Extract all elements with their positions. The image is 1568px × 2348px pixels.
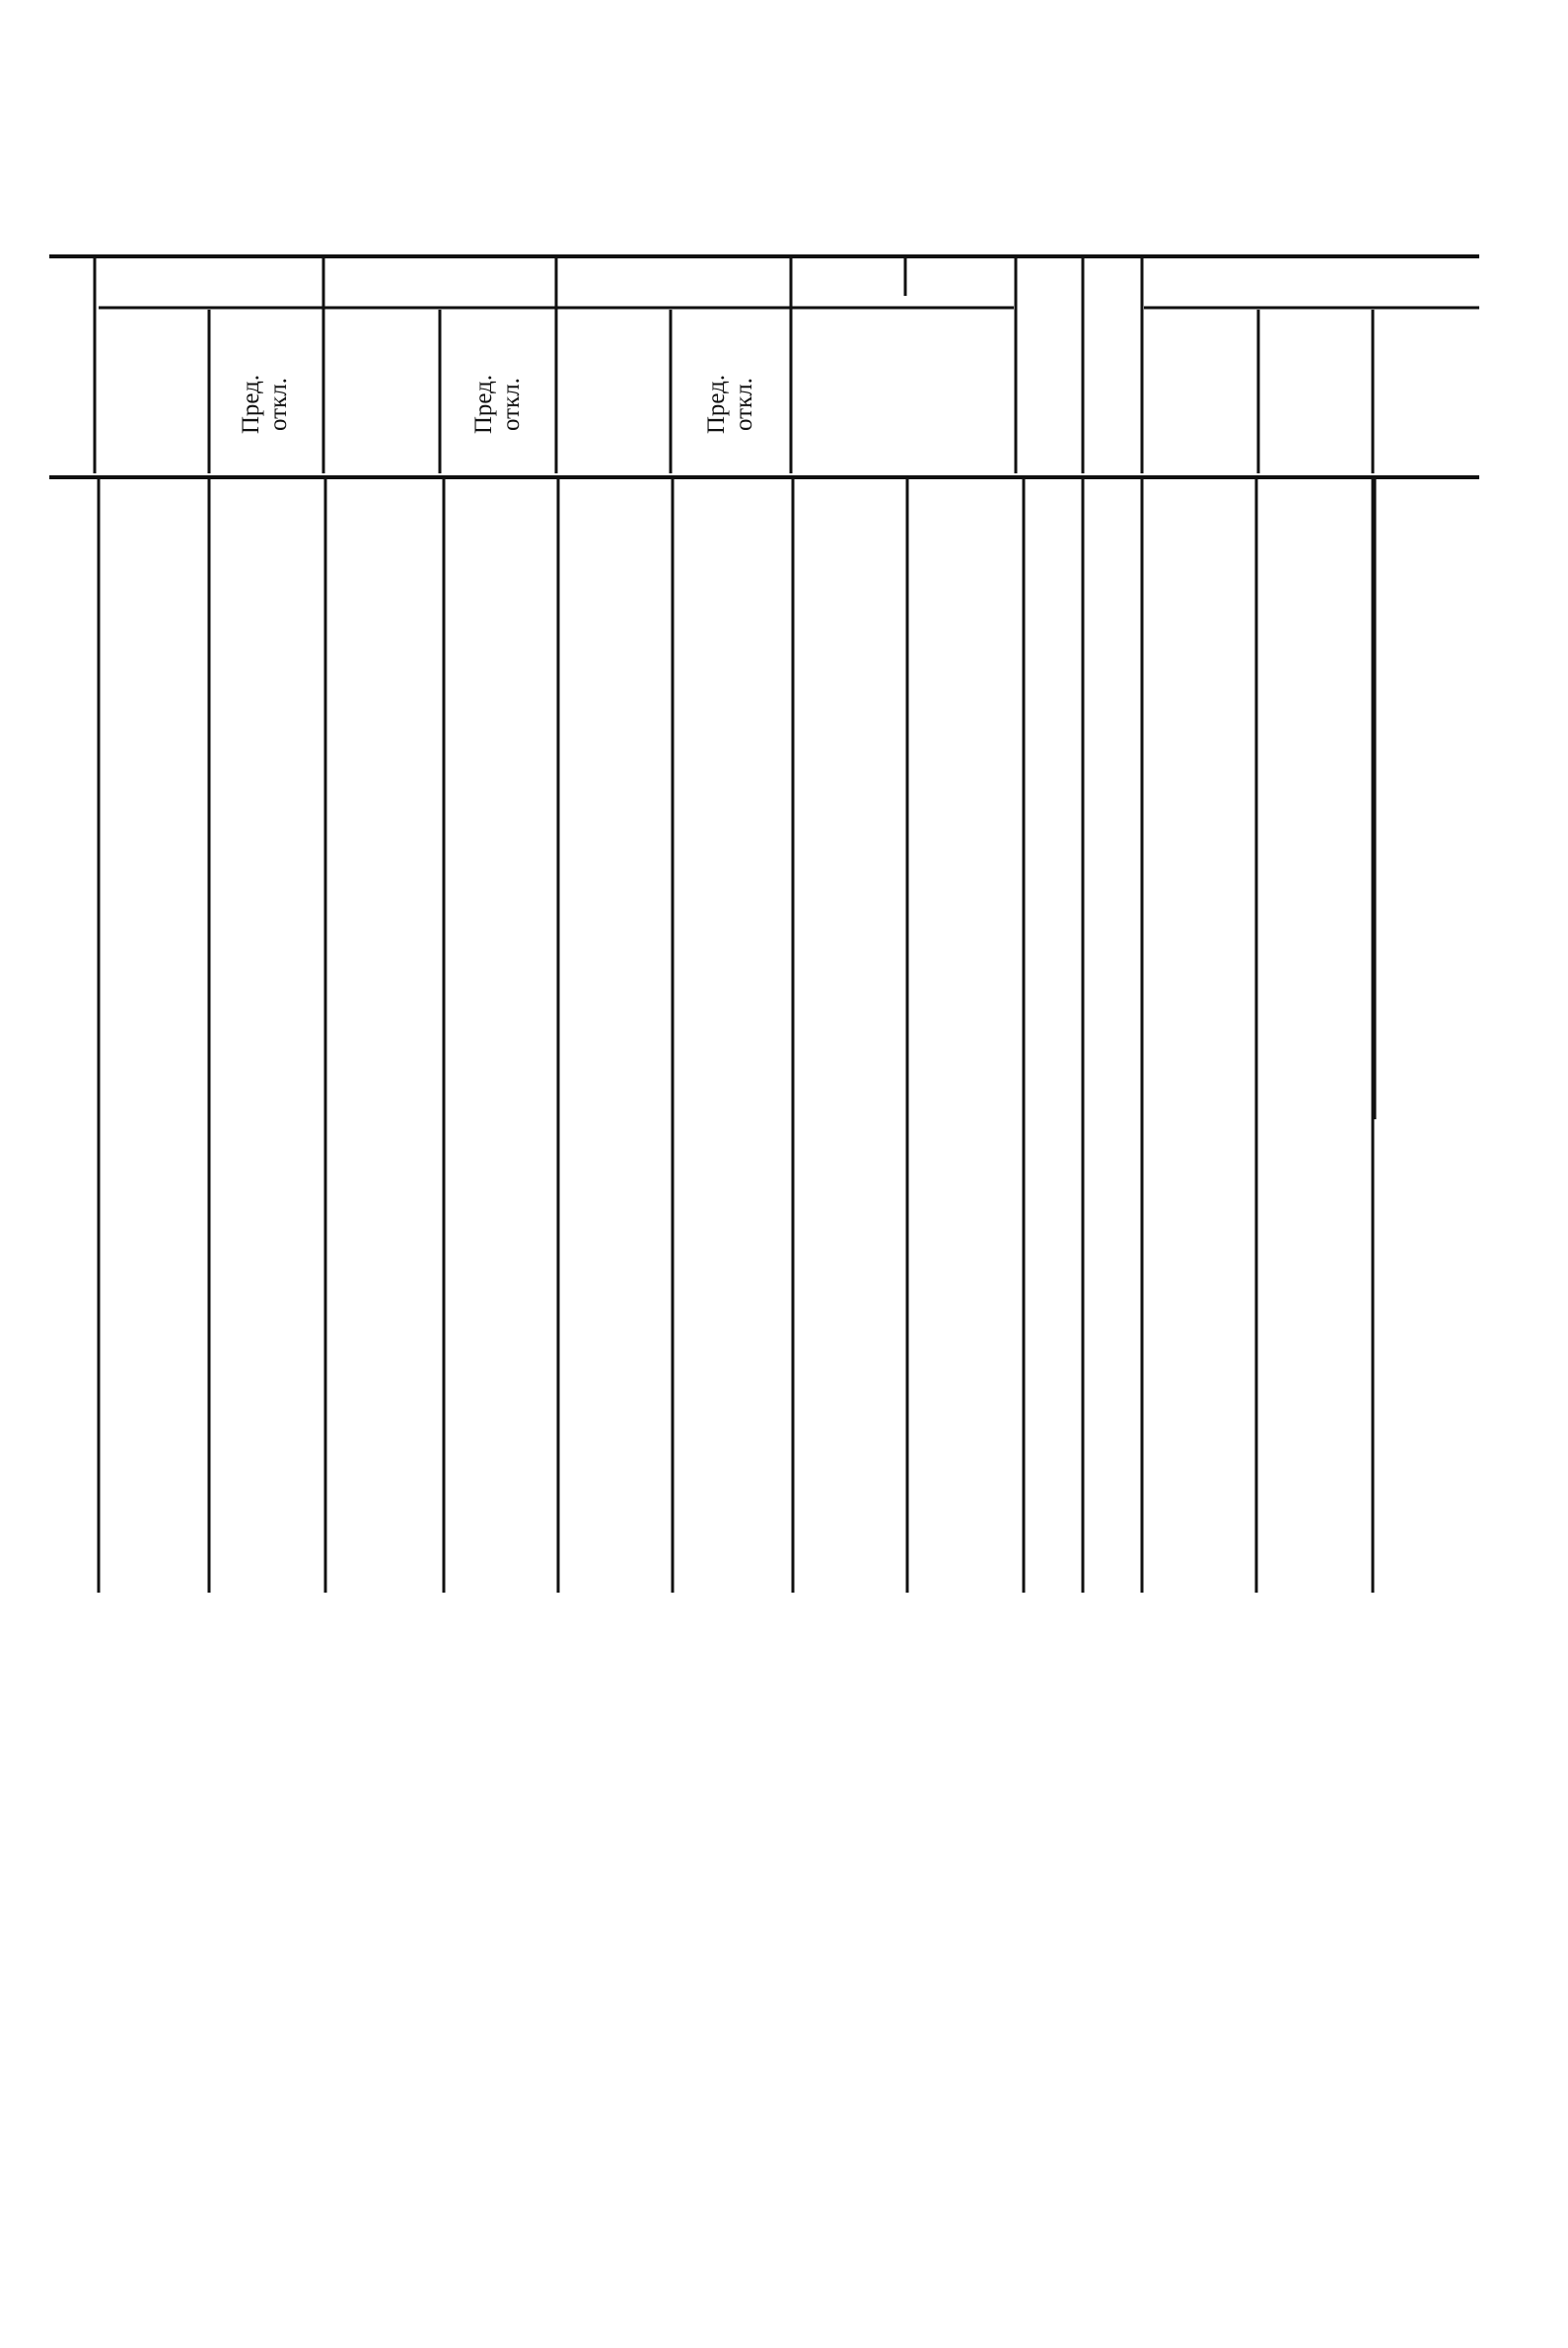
L1-tol-header-2: откл. bbox=[731, 378, 757, 431]
l2-tol-header-2: откл. bbox=[265, 378, 292, 431]
l2-tol-header-1: Пред. bbox=[238, 374, 264, 435]
L-tol-header-1: Пред. bbox=[470, 374, 497, 435]
L-tol-header-2: откл. bbox=[498, 378, 525, 431]
L1-tol-header-1: Пред. bbox=[703, 374, 730, 435]
